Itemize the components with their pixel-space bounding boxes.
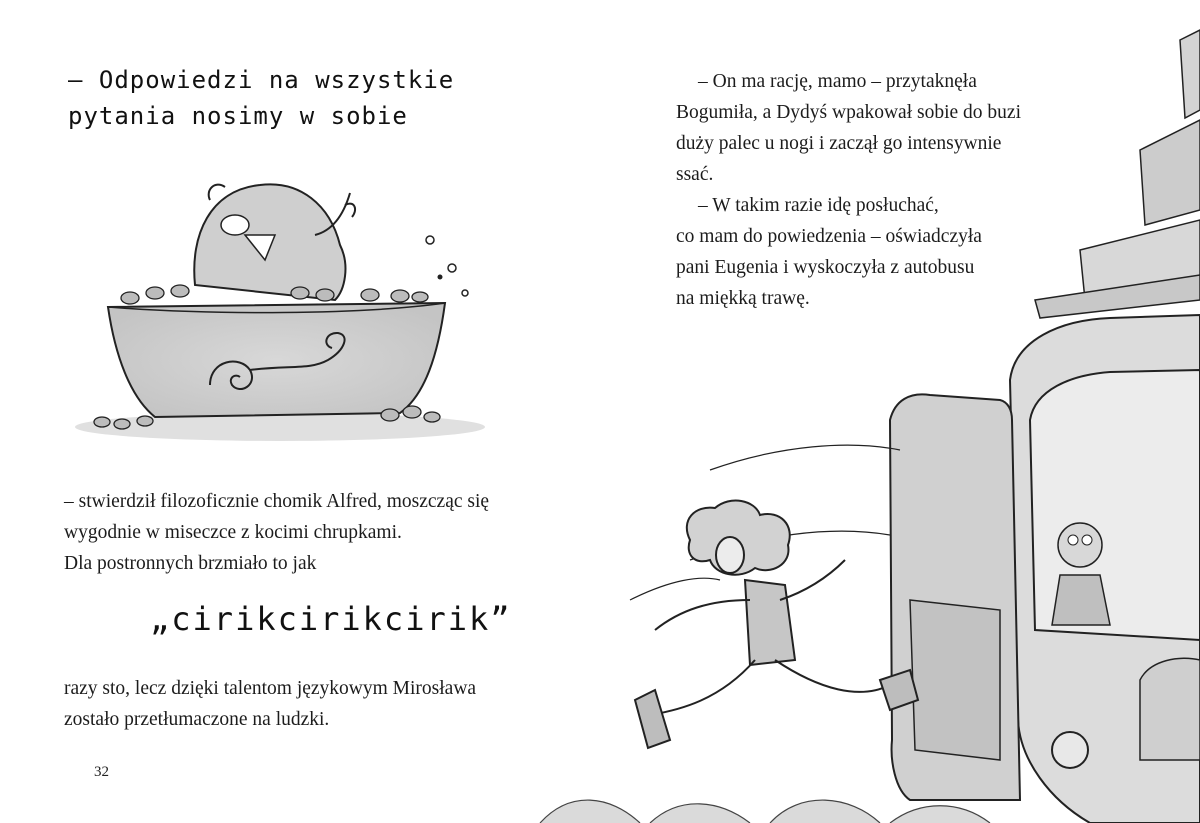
- text-line: pani Eugenia i wyskoczyła z autobusu: [676, 257, 975, 278]
- handwritten-quote: [68, 62, 455, 134]
- quote-line: pytania nosimy w sobie: [68, 102, 408, 130]
- paragraph-left-2: [64, 673, 544, 735]
- text-line: co mam do powiedzenia – oświadczyła: [676, 226, 982, 247]
- text-line: – W takim razie idę posłuchać,: [698, 195, 939, 216]
- page-number: 32: [94, 764, 109, 780]
- text-line: razy sto, lecz dzięki talentom językowym Mirosława: [64, 678, 477, 699]
- text-line: Dla postronnych brzmiało to jak: [64, 553, 317, 574]
- text-line: Bogumiła, a Dydyś wpakował sobie do buzi: [676, 102, 1021, 123]
- text-line: – On ma rację, mamo – przytaknęła: [698, 71, 977, 92]
- paragraph-left-1: [64, 486, 544, 579]
- text-line: wygodnie w miseczce z kocimi chrupkami.: [64, 522, 402, 543]
- text-line: na miękką trawę.: [676, 288, 810, 309]
- text-line: ssać.: [676, 164, 714, 185]
- quote-line: – Odpowiedzi na wszystkie: [68, 66, 455, 94]
- bus-with-running-woman-icon: [530, 0, 1200, 823]
- text-line: zostało przetłumaczone na ludzki.: [64, 709, 330, 730]
- text-line: duży palec u nogi i zaczął go intensywnie: [676, 133, 1002, 154]
- sound-word: „cirikcirikcirik”: [150, 600, 512, 638]
- hamster-in-bowl-icon: [60, 165, 500, 455]
- text-line: – stwierdził filozoficznie chomik Alfred, moszcząc się: [64, 491, 490, 512]
